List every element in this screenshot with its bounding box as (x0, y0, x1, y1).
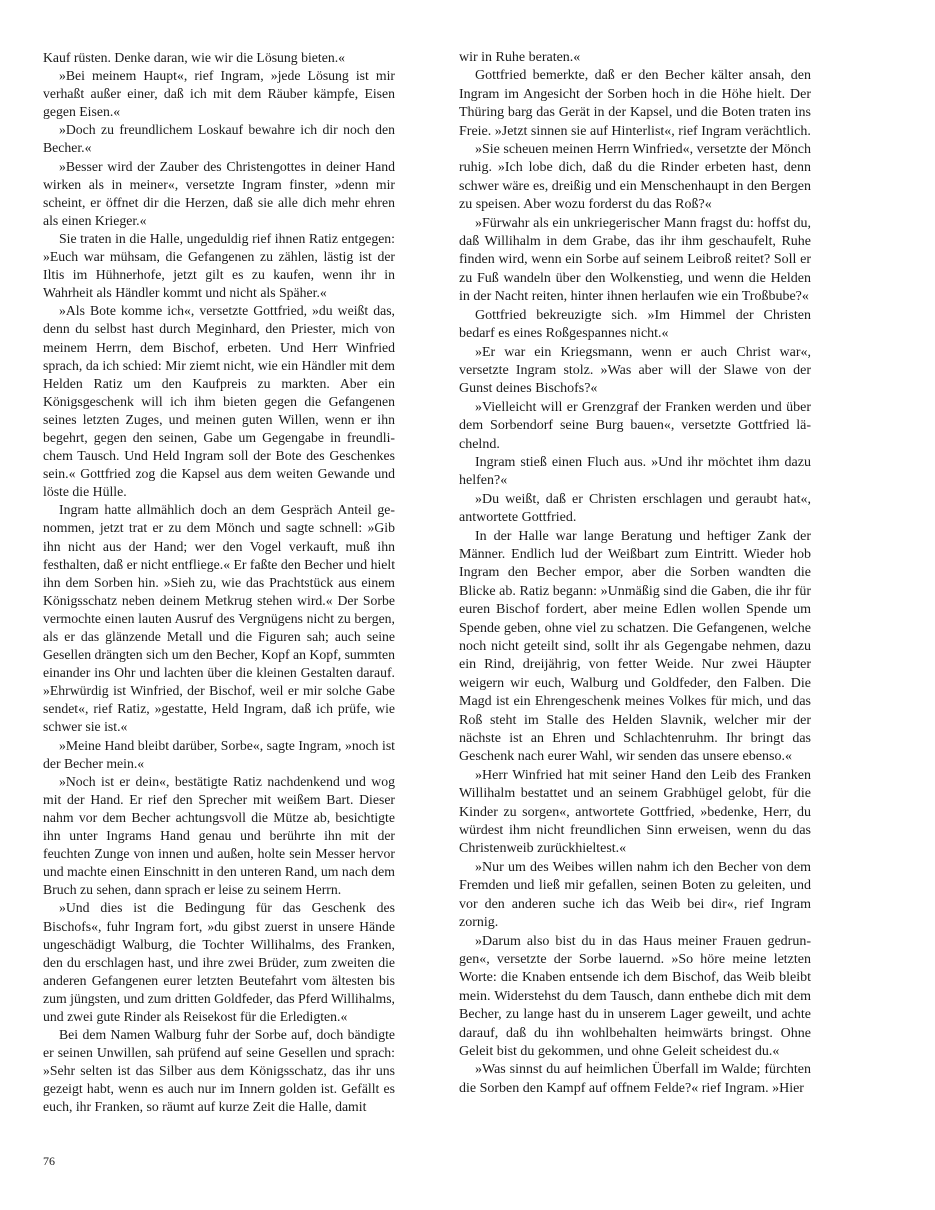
paragraph: »Besser wird der Zauber des Christengottes in deiner Hand wirken als in meiner«, versetzte Ingram finster, »denn mir scheint, er öffnet dir die Herzen, daß sie alle dich mehr ehren als einen Krieger.« (43, 158, 395, 228)
paragraph: »Herr Winfried hat mit seiner Hand den Leib des Franken Willihalm bestattet und an seinem Grabhügel gelobt, für die Kinder zu sorgen«, antwortete Gottfried, »bedenke, Herr, du würdest ihm nicht freundlichen Sinn erweisen, wenn du das Christenweib zurückhieltest.« (459, 767, 811, 857)
paragraph: Ingram hatte allmählich doch an dem Gespräch Anteil genommen, jetzt trat er zu dem Mönch und sagte schnell: »Gib ihn nicht aus der Hand; wer den Vogel verkauft, muß ihn festhalten, daß er nicht entfliege.« Er faßte den Becher und hielt ihn dem Sorben hin. »Sieh zu, wie das Prachtstück aus einem Königsschatz neben deinem Metkrug stehen wird.« Der Sorbe vermochte einen lauten Ausruf des Vergnügens nicht zu bergen, als er das glänzende Metall und die Figuren sah; auch seine Gesellen drängten sich um den Becher, Kopf an Kopf, summten einander ins Ohr und lachten über die kleinen Gestalten darauf. »Ehrwürdig ist Winfried, der Bischof, weil er mir solche Gabe sendet«, rief Ratiz, »gestatte, Held Ingram, daß ich prüfe, wie schwer sie ist.« (43, 502, 396, 735)
paragraph: »Er war ein Kriegsmann, wenn er auch Christ war«, versetzte Ingram stolz. »Was aber will der Slawe von der Gunst deines Bischofs?« (459, 344, 811, 397)
paragraph: »Sie scheuen meinen Herrn Winfried«, versetzte der Mönch ruhig. »Ich lobe dich, daß du die Rinder erbeten hast, denn schwer wäre es, dreißig und ein Menschenhaupt in den Bergen zu speisen. Aber wozu forderst du das Roß?« (459, 142, 811, 213)
paragraph: Ingram stieß einen Fluch aus. »Und ihr möchtet ihm dazu helfen?« (459, 454, 811, 489)
paragraph: »Was sinnst du auf heimlichen Überfall im Walde; fürchten die Sorben den Kampf auf offnem Felde?« rief Ingram. »Hier (459, 1062, 811, 1096)
paragraph: »Vielleicht will er Grenzgraf der Franken werden und über dem Sorbendorf seine Burg bauen«, versetzte Gottfried lächelnd. (459, 399, 811, 452)
paragraph: »Fürwahr als ein unkriegerischer Mann fragst du: hoffst du, daß Willihalm in dem Grabe, das ihr ihm geschaufelt, Ruhe finden wird, wenn ein Sorbe auf seinem Leibroß reitet? Soll er zu Fuß wandeln über den Wolkenstieg, und wenn die Helden in der Nacht reiten, hinter ihnen herlaufen wie ein Troßbube?« (459, 215, 811, 305)
text-column-left (43, 49, 395, 1117)
paragraph: Kauf rüsten. Denke daran, wie wir die Lösung bieten.« (43, 50, 346, 65)
paragraph: »Nur um des Weibes willen nahm ich den Becher von dem Fremden und ließ mir gefallen, seinen Boten zu geleiten, und vor den anderen suche ich das Weib bei dir«, rief Ingram zornig. (459, 859, 811, 931)
paragraph: Gottfried bekreuzigte sich. »Im Himmel der Christen bedarf es eines Roßgespannes nicht.« (459, 307, 811, 342)
paragraph: »Du weißt, daß er Christen erschlagen und geraubt hat«, antwortete Gottfried. (459, 491, 811, 526)
paragraph: »Und dies ist die Bedingung für das Geschenk des Bischofs«, fuhr Ingram fort, »du gibst zuerst in unsere Hände ungeschädigt Walburg, die Tochter Willihalms, des Franken, den du erschlagen hast, und ihre zwei Brüder, zum zweiten die anderen Gefangenen eurer letzten Beutefahrt vom ältesten bis zum jüngsten, und zum dritten Goldfeder, das Pferd Willihalms, und zwei gute Rinder als Reisekost für die Erledigten.« (43, 900, 395, 1024)
page-number: 76 (43, 1154, 55, 1168)
paragraph: In der Halle war lange Beratung und heftiger Zank der Männer. Endlich lud der Weißbart zum Eintritt. Wieder hob Ingram den Becher empor, aber die Sorben wandten die Blicke ab. Ratiz begann: »Unmäßig sind die Gaben, die ihr für euren Bischof fordert, aber meine Edlen wollen Spende um Spende geben, ohne viel zu schatzen. Die Gefangenen, welche noch nicht geteilt sind, sollt ihr als Gegengabe nehmen, dazu ein Rind, dreijährig, von fetter Weide. Nur zwei Häupter weigern wir euch, Walburg und Goldfeder, den Falben. Die Magd ist ein Ehrengeschenk meines Volkes für mich, und das Roß steht im Stalle des Helden Slavnik, welcher mir der nächste ist an Ehren und Schlachtenruhm. Ihr bringt das Geschenk nach eurer Wahl, wir senden das unsere ebenso.« (459, 528, 811, 765)
paragraph: wir in Ruhe beraten.« (459, 50, 581, 65)
paragraph: »Als Bote komme ich«, versetzte Gottfried, »du weißt das, denn du selbst hast durch Meginhard, den Priester, mich von meinem Herrn, dem Bischof, erbeten. Und Herr Winfried sprach, da ich schied: Mir ziemt nicht, wie ein Händler mit dem Helden Ratiz um den Kaufpreis zu markten. Aber ein Königsgeschenk will ich ihm bieten gegen die Gefangenen seines letzten Zuges, und meinen guten Willen, wenn er ihn begehrt, gegen den seinen, Gabe um Gegengabe in freundlichem Tausch. Und Held Ingram soll der Bote des Geschenkes sein.« Gottfried zog die Kapsel aus dem weiten Gewande und löste die Hülle. (43, 303, 395, 500)
paragraph: Sie traten in die Halle, ungeduldig rief ihnen Ratiz entgegen: »Euch war mühsam, die Gefangenen zu zählen, lästig ist der Iltis im Hühnerhofe, jetzt gilt es zu kaufen, wenn ihr in Wahrheit als Händler kommt und nicht als Späher.« (43, 230, 395, 301)
paragraph: »Noch ist er dein«, bestätigte Ratiz nachdenkend und wog mit der Hand. Er rief den Sprecher mit weißem Bart. Dieser nahm vor dem Becher achtungsvoll die Mütze ab, besichtigte ihn unter Ingrams Hand genau und berührte ihn mit der feuchten Zunge von innen und außen, holte sein Messer hervor und machte einen Einschnitt in den unteren Rand, um nach dem Bruch zu sehen, dann sprach er leise zu seinem Herrn. (43, 773, 395, 898)
paragraph: Bei dem Namen Walburg fuhr der Sorbe auf, doch bändigte er seinen Unwillen, sah prüfend auf seine Gesellen und sprach: »Sehr selten ist das Silber aus dem Königsschatz, das ihr uns gezeigt habt, wenn es auch nur im Innern golden ist. Gefällt es euch, ihr Franken, so räumt auf kurze Zeit die Halle, damit (43, 1027, 395, 1115)
text-column-right (459, 49, 811, 1098)
paragraph: »Darum also bist du in das Haus meiner Frauen gedrungen«, versetzte der Sorbe lauernd. »So höre meine letzten Worte: die Knaben entsende ich dem Bischof, das Weib bleibt mein. Widerstehst du dem Tausch, dann enthebe dich mit dem Becher, zu lange hast du in unserem Lager geweilt, und achte darauf, daß du ihn wohlbehalten heimwärts bringst. Ohne Geleit bist du gekommen, und ohne Geleit scheidest du.« (459, 933, 811, 1059)
paragraph: »Bei meinem Haupt«, rief Ingram, »jede Lösung ist mir verhaßt außer einer, daß ich mit dem Räuber kämpfe, Eisen gegen Eisen.« (43, 68, 395, 120)
paragraph: »Meine Hand bleibt darüber, Sorbe«, sagte Ingram, »noch ist der Becher mein.« (43, 737, 395, 771)
paragraph: Gottfried bemerkte, daß er den Becher kälter ansah, den Ingram im Angesicht der Sorben hoch in die Höhe hielt. Der Thüring barg das Gerät in der Kapsel, und die Boten traten ins Freie. »Jetzt sinnen sie auf Hinterlist«, rief Ingram verächtlich. (459, 68, 811, 139)
paragraph: »Doch zu freundlichem Loskauf bewahre ich dir noch den Becher.« (43, 122, 395, 156)
